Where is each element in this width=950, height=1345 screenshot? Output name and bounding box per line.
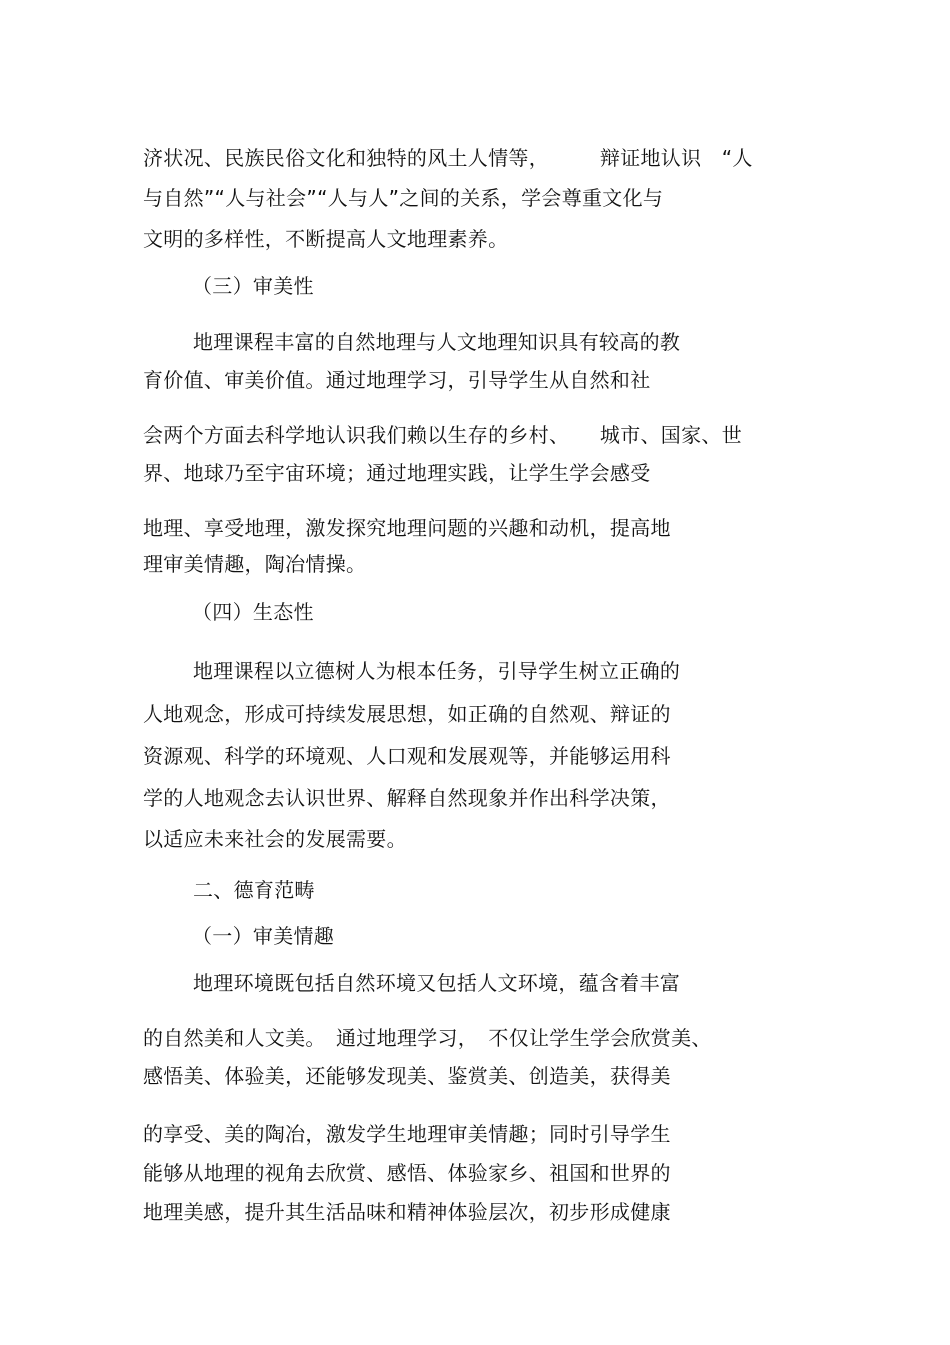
text-line-1: 济状况、民族民俗文化和独特的风土人情等， 辩证地认识 “人 bbox=[143, 146, 753, 170]
text-line-20: 的自然美和人文美。 通过地理学习， 不仅让学生学会欣赏美、 bbox=[143, 1026, 712, 1050]
text-line-10: 理审美情趣，陶冶情操。 bbox=[143, 552, 367, 576]
text-line-24: 地理美感，提升其生活品味和精神体验层次，初步形成健康 bbox=[143, 1200, 671, 1224]
section-heading-ecology: （四）生态性 bbox=[192, 600, 314, 624]
text-line-7: 会两个方面去科学地认识我们赖以生存的乡村、 城市、国家、世 bbox=[143, 423, 742, 447]
text-line-16: 以适应未来社会的发展需要。 bbox=[143, 827, 407, 851]
text-line-19: 地理环境既包括自然环境又包括人文环境，蕴含着丰富 bbox=[193, 971, 681, 995]
text-line-3: 文明的多样性，不断提高人文地理素养。 bbox=[143, 227, 509, 251]
text-line-9: 地理、享受地理，激发探究地理问题的兴趣和动机，提高地 bbox=[143, 516, 671, 540]
text-line-14: 资源观、科学的环境观、人口观和发展观等，并能够运用科 bbox=[143, 744, 671, 768]
text-line-12: 地理课程以立德树人为根本任务，引导学生树立正确的 bbox=[193, 659, 681, 683]
text-line-21: 感悟美、体验美，还能够发现美、鉴赏美、创造美，获得美 bbox=[143, 1064, 671, 1088]
text-line-2: 与自然”“人与社会”“人与人”之间的关系，学会尊重文化与 bbox=[143, 186, 664, 210]
text-line-13: 人地观念，形成可持续发展思想，如正确的自然观、辩证的 bbox=[143, 702, 671, 726]
text-line-15: 学的人地观念去认识世界、解释自然现象并作出科学决策， bbox=[143, 786, 671, 810]
section-heading-moral-education: 二、德育范畴 bbox=[193, 878, 315, 902]
text-line-22: 的享受、美的陶冶，激发学生地理审美情趣；同时引导学生 bbox=[143, 1122, 671, 1146]
text-line-8: 界、地球乃至宇宙环境；通过地理实践，让学生学会感受 bbox=[143, 461, 651, 485]
section-heading-aesthetic-taste: （一）审美情趣 bbox=[192, 924, 335, 948]
section-heading-aesthetics: （三）审美性 bbox=[192, 274, 314, 298]
text-line-23: 能够从地理的视角去欣赏、感悟、体验家乡、祖国和世界的 bbox=[143, 1161, 671, 1185]
text-line-5: 地理课程丰富的自然地理与人文地理知识具有较高的教 bbox=[193, 330, 681, 354]
text-line-6: 育价值、审美价值。通过地理学习，引导学生从自然和社 bbox=[143, 368, 651, 392]
